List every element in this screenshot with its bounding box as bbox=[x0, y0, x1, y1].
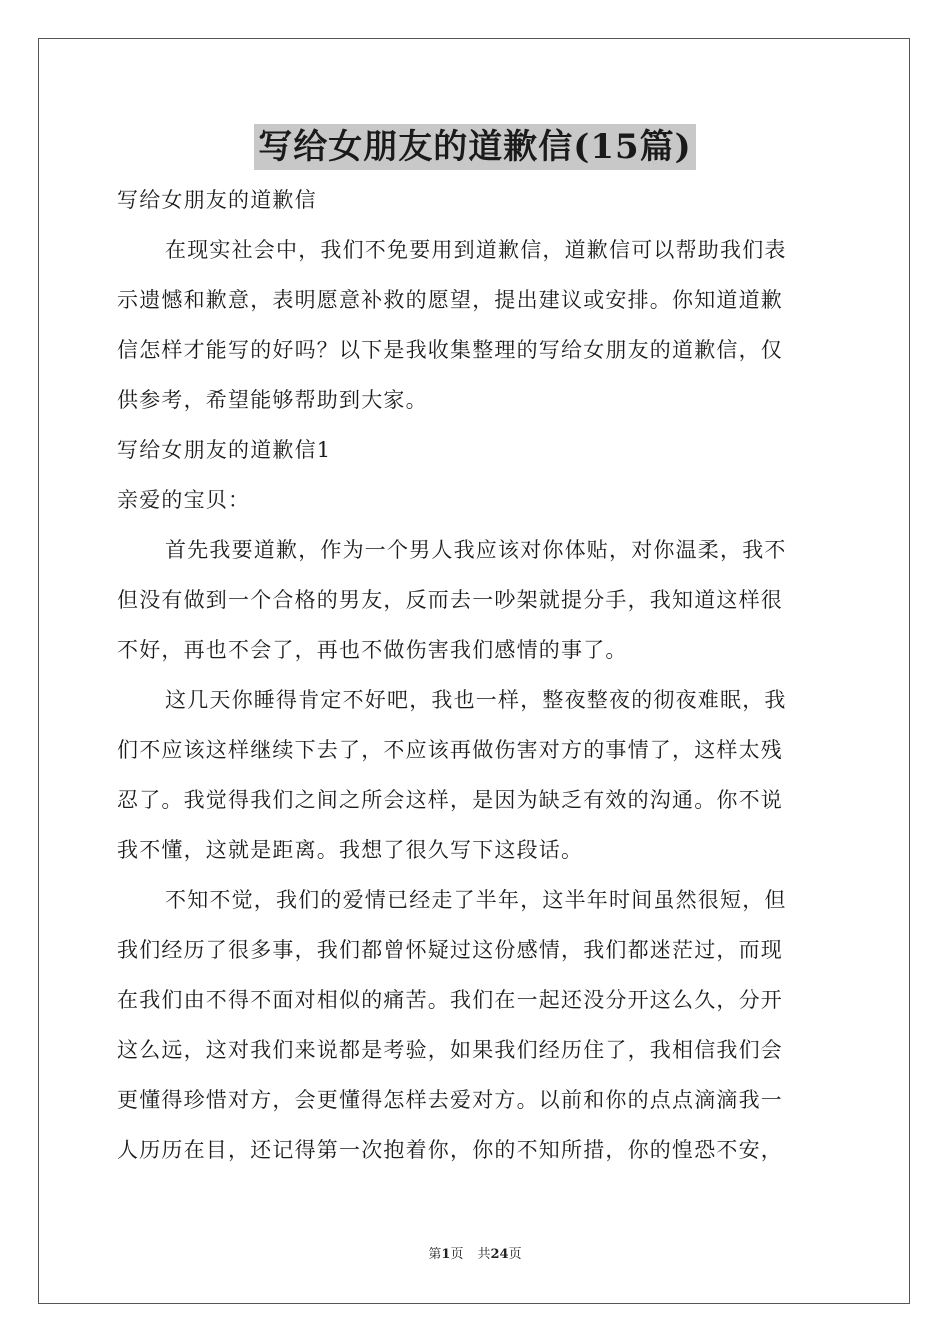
total-suffix: 页 bbox=[508, 1247, 522, 1262]
paragraph-line: 但没有做到一个合格的男友，反而去一吵架就提分手，我知道这样很 bbox=[117, 588, 783, 612]
paragraph-line: 不知不觉，我们的爱情已经走了半年，这半年时间虽然很短，但 bbox=[165, 888, 787, 912]
paragraph-line: 不好，再也不会了，再也不做伤害我们感情的事了。 bbox=[117, 638, 628, 662]
paragraph-line: 在我们由不得不面对相似的痛苦。我们在一起还没分开这么久，分开 bbox=[117, 988, 783, 1012]
page-suffix: 页 bbox=[450, 1247, 464, 1262]
document-title: 写给女朋友的道歉信(15篇) bbox=[254, 124, 696, 170]
title-container bbox=[0, 124, 950, 170]
page-current: 1 bbox=[441, 1247, 451, 1262]
page-footer bbox=[0, 1245, 950, 1265]
paragraph-line: 首先我要道歉，作为一个男人我应该对你体贴，对你温柔，我不 bbox=[165, 538, 787, 562]
paragraph-line: 这么远，这对我们来说都是考验，如果我们经历住了，我相信我们会 bbox=[117, 1038, 783, 1062]
paragraph-line: 我们经历了很多事，我们都曾怀疑过这份感情，我们都迷茫过，而现 bbox=[117, 938, 783, 962]
document-body bbox=[117, 175, 833, 1175]
section-heading: 写给女朋友的道歉信1 bbox=[117, 438, 332, 462]
paragraph-line: 们不应该这样继续下去了，不应该再做伤害对方的事情了，这样太残 bbox=[117, 738, 783, 762]
paragraph-line: 忍了。我觉得我们之间之所会这样，是因为缺乏有效的沟通。你不说 bbox=[117, 788, 783, 812]
paragraph-line: 更懂得珍惜对方，会更懂得怎样去爱对方。以前和你的点点滴滴我一 bbox=[117, 1088, 783, 1112]
paragraph-line: 示遗憾和歉意，表明愿意补救的愿望，提出建议或安排。你知道道歉 bbox=[117, 288, 783, 312]
subtitle-line: 写给女朋友的道歉信 bbox=[117, 188, 317, 212]
paragraph-line: 这几天你睡得肯定不好吧，我也一样，整夜整夜的彻夜难眠，我 bbox=[165, 688, 787, 712]
page-prefix: 第 bbox=[428, 1247, 442, 1262]
paragraph-line: 人历历在目，还记得第一次抱着你，你的不知所措，你的惶恐不安， bbox=[117, 1138, 783, 1162]
salutation-line: 亲爱的宝贝： bbox=[117, 488, 251, 512]
paragraph-line: 我不懂，这就是距离。我想了很久写下这段话。 bbox=[117, 838, 584, 862]
paragraph-line: 信怎样才能写的好吗？以下是我收集整理的写给女朋友的道歉信，仅 bbox=[117, 338, 783, 362]
paragraph-line: 在现实社会中，我们不免要用到道歉信，道歉信可以帮助我们表 bbox=[165, 238, 787, 262]
page-total: 24 bbox=[490, 1247, 509, 1262]
paragraph-line: 供参考，希望能够帮助到大家。 bbox=[117, 388, 428, 412]
total-prefix: 共 bbox=[477, 1247, 491, 1262]
